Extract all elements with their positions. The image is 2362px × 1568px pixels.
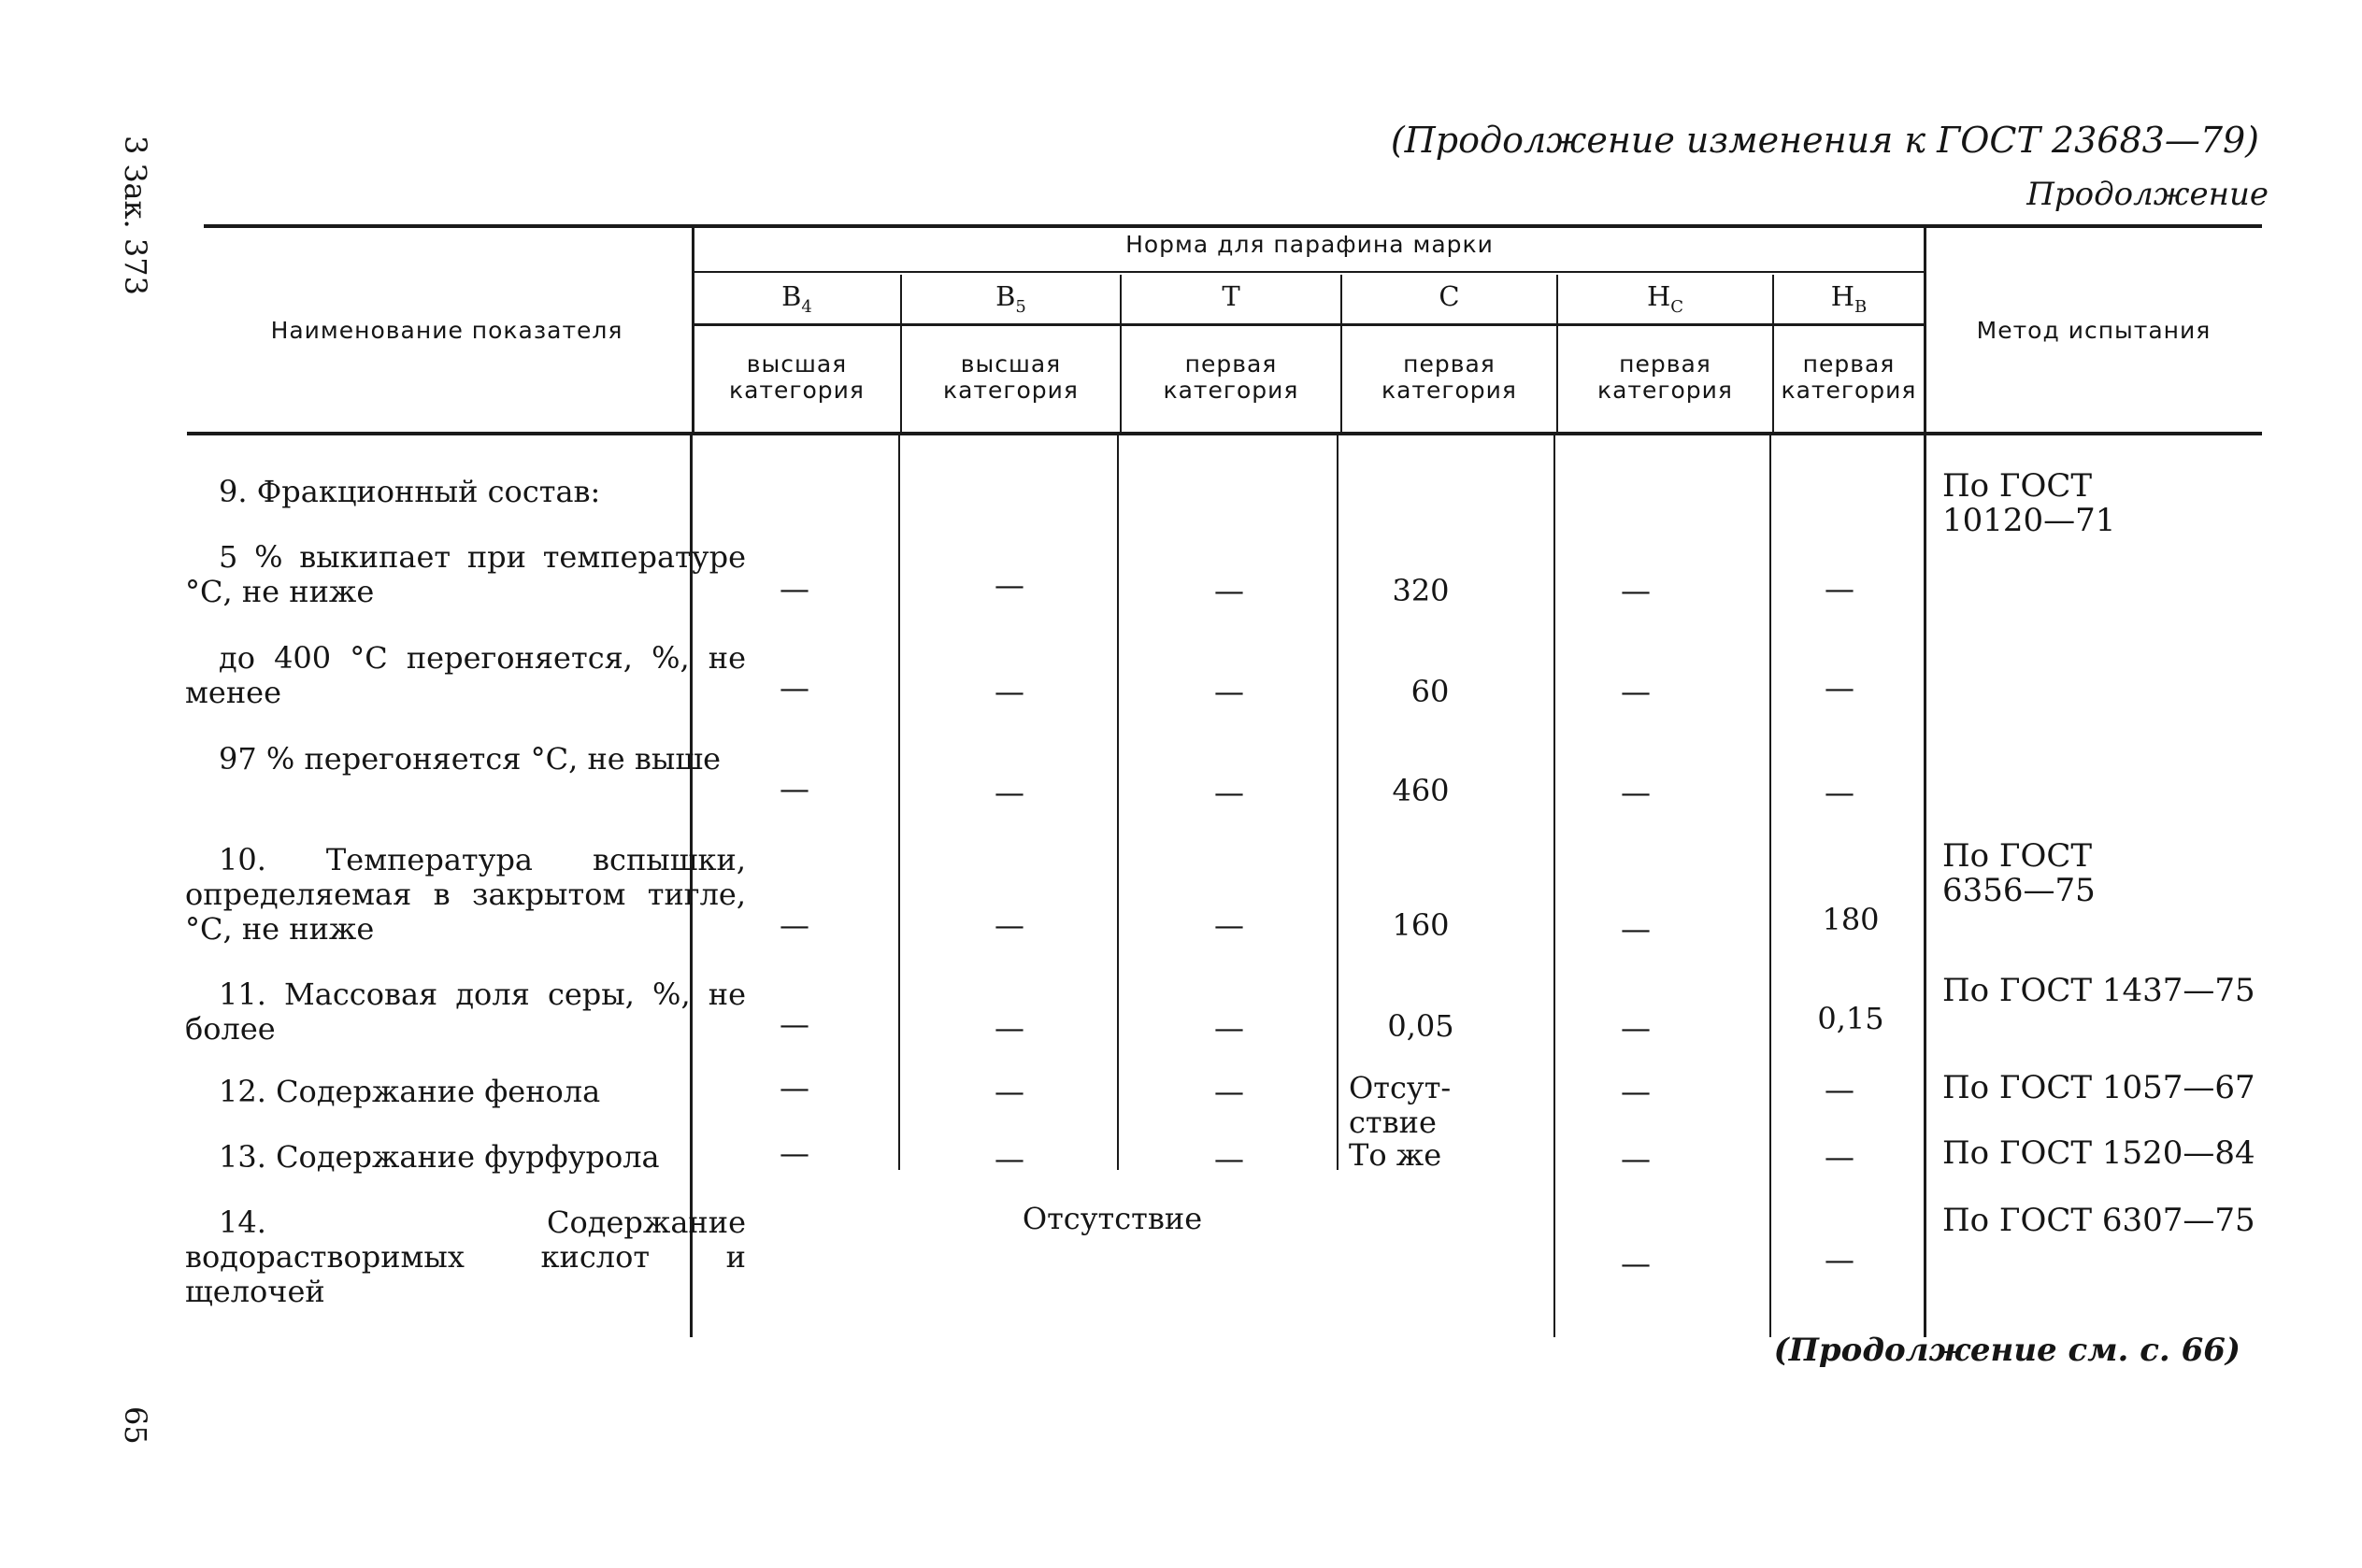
- row-9c-nc: —: [1621, 775, 1651, 810]
- row-9b-t: —: [1214, 674, 1244, 709]
- grade-nc: $Н_С$: [1646, 280, 1684, 317]
- page-number: 65: [118, 1406, 153, 1445]
- row-9a-b4: —: [780, 571, 809, 606]
- row-9b-nv: —: [1825, 670, 1854, 706]
- row-9c-b4: —: [780, 771, 809, 806]
- grade-s: С: [1439, 280, 1460, 312]
- row-9b-b5: —: [995, 674, 1024, 709]
- row-10-nv: 180: [1822, 902, 1880, 937]
- row-9a-s: 320: [1392, 573, 1450, 608]
- row-11-b5: —: [995, 1010, 1024, 1046]
- row-11-name: 11. Массовая доля серы, %, не более: [185, 976, 746, 1047]
- row-9a-b5: —: [995, 567, 1024, 603]
- row-11-method: По ГОСТ 1437—75: [1942, 972, 2255, 1009]
- category-t: первая категория: [1163, 350, 1299, 404]
- row-9c-name: 97 % перегоняется °С, не выше: [219, 741, 722, 777]
- page-header-title: (Продолжение изменения к ГОСТ 23683—79): [1390, 120, 2259, 161]
- row-9a-nc: —: [1621, 573, 1651, 608]
- row-13-s: То же: [1349, 1137, 1442, 1173]
- col-norm-header: Норма для парафина марки: [1125, 231, 1494, 258]
- row-9b-b4: —: [780, 670, 809, 706]
- col-method-header: Метод испытания: [1976, 317, 2212, 344]
- footer-continuation-note: (Продолжение см. с. 66): [1773, 1332, 2240, 1369]
- row-9a-nv: —: [1825, 571, 1854, 606]
- row-10-nc: —: [1621, 911, 1651, 947]
- row-12-nv: —: [1825, 1072, 1854, 1107]
- row-10-b4: —: [780, 907, 809, 943]
- category-nc: первая категория: [1597, 350, 1733, 404]
- row-9-name: 9. Фракционный состав:: [219, 474, 601, 509]
- category-b5: высшая категория: [943, 350, 1079, 404]
- row-9b-nc: —: [1621, 674, 1651, 709]
- continuation-label: Продолжение: [2026, 176, 2269, 213]
- row-11-b4: —: [780, 1006, 809, 1042]
- row-9c-s: 460: [1392, 773, 1450, 808]
- row-11-t: —: [1214, 1010, 1244, 1046]
- row-9c-b5: —: [995, 775, 1024, 810]
- grade-t: Т: [1222, 280, 1240, 312]
- row-11-nc: —: [1621, 1010, 1651, 1046]
- row-9c-t: —: [1214, 775, 1244, 810]
- row-11-nv: 0,15: [1817, 1001, 1884, 1036]
- row-11-s: 0,05: [1387, 1008, 1454, 1044]
- side-order-reference: 3 Зак. 373: [118, 135, 153, 295]
- col-indicator-header: Наименование показателя: [270, 317, 623, 344]
- row-10-s: 160: [1392, 907, 1450, 943]
- category-b4: высшая категория: [729, 350, 865, 404]
- category-nv: первая категория: [1781, 350, 1917, 404]
- row-13-b5: —: [995, 1141, 1024, 1176]
- row-12-b5: —: [995, 1074, 1024, 1109]
- row-13-nc: —: [1621, 1141, 1651, 1176]
- row-12-b4: —: [780, 1070, 809, 1105]
- row-14-merged-value: Отсутствие: [1022, 1201, 1203, 1236]
- row-14-nv: —: [1825, 1242, 1854, 1277]
- row-13-nv: —: [1825, 1139, 1854, 1175]
- row-14-name: 14. Содержание водорастворимых кислот и щелочей: [185, 1205, 746, 1309]
- grade-b5: $В_5$: [995, 280, 1026, 317]
- row-12-s: Отсут- ствие: [1349, 1070, 1452, 1140]
- row-10-name: 10. Температура вспышки, определяемая в закрытом тигле, °С, не ниже: [185, 842, 746, 947]
- grade-nv: $Н_В$: [1830, 280, 1868, 317]
- row-13-name: 13. Содержание фурфурола: [219, 1139, 660, 1175]
- row-12-method: По ГОСТ 1057—67: [1942, 1069, 2255, 1106]
- row-9b-s: 60: [1410, 674, 1450, 709]
- row-9c-nv: —: [1825, 775, 1854, 810]
- row-12-name: 12. Содержание фенола: [219, 1074, 601, 1109]
- row-14-nc: —: [1621, 1246, 1651, 1281]
- grade-b4: $В_4$: [781, 280, 812, 317]
- row-9-method: По ГОСТ 10120—71: [1942, 467, 2116, 539]
- row-13-b4: —: [780, 1135, 809, 1171]
- row-12-t: —: [1214, 1074, 1244, 1109]
- row-9a-t: —: [1214, 573, 1244, 608]
- row-14-method: По ГОСТ 6307—75: [1942, 1202, 2255, 1239]
- row-12-nc: —: [1621, 1074, 1651, 1109]
- row-9b-name: до 400 °С перегоняется, %, не менее: [185, 640, 746, 710]
- row-10-method: По ГОСТ 6356—75: [1942, 837, 2096, 909]
- row-13-t: —: [1214, 1141, 1244, 1176]
- row-9a-name: 5 % выкипает при температуре °С, не ниже: [185, 539, 746, 609]
- row-10-b5: —: [995, 907, 1024, 943]
- category-s: первая категория: [1381, 350, 1517, 404]
- row-10-t: —: [1214, 907, 1244, 943]
- row-13-method: По ГОСТ 1520—84: [1942, 1134, 2255, 1172]
